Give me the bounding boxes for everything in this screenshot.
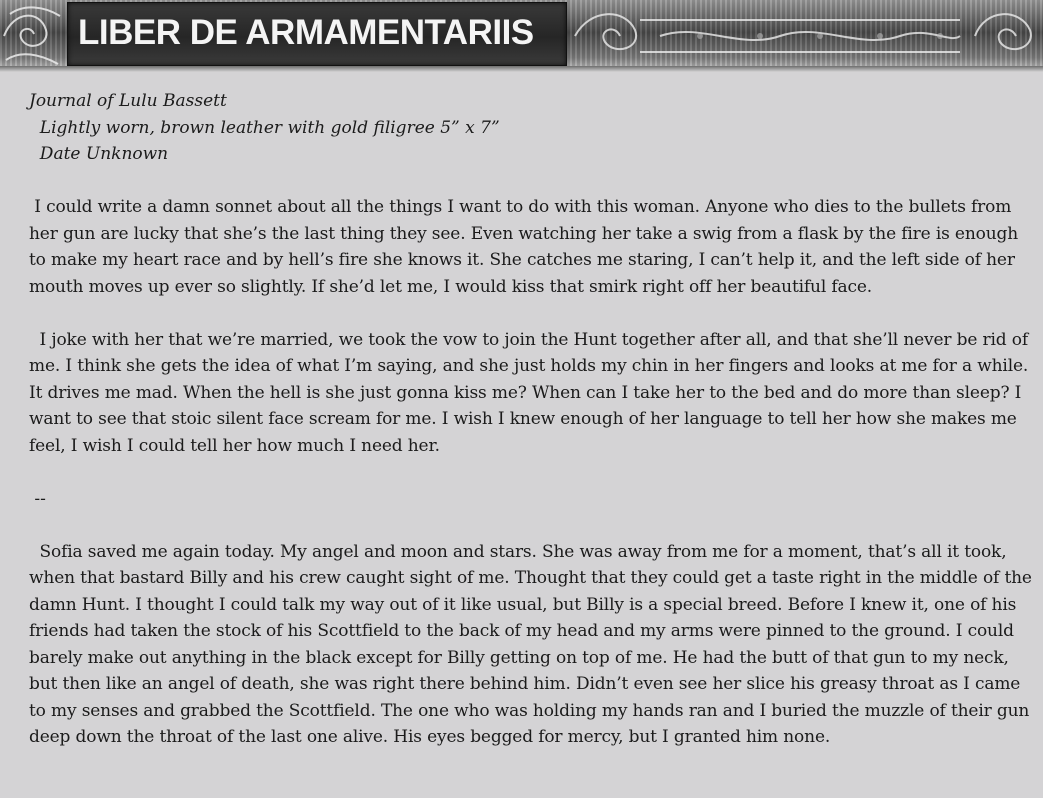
journal-paragraph: I joke with her that we’re married, we took the vow to join the Hunt together after all, and that she’ll never be rid of me. I think she gets the idea of what I’m saying, and she just holds my chin in her fingers and looks at me for a while. It drives me mad. When the hell is she just gonna kiss me? When can I take her to the bed and do more than sleep? I want to see that stoic silent face scream for me. I wish I knew enough of her language to tell her how she makes me feel, I wish I could tell her how much I need her.: [29, 329, 1034, 456]
spacer: [29, 168, 1034, 195]
spacer: [29, 300, 1034, 327]
journal-title: Journal of Lulu Bassett: [29, 91, 227, 111]
journal-entry: [29, 88, 1038, 751]
entry-separator: --: [29, 488, 46, 509]
page-title: LIBER DE ARMAMENTARIIS: [78, 13, 534, 52]
journal-paragraph: I could write a damn sonnet about all the things I want to do with this woman. Anyone who dies to the bullets from her gun are lucky that she’s the last thing they see. Even watching her take a swig from a flask by the fire is enough to make my heart race and by hell’s fire she knows it. She catches me staring, I can’t help it, and the left side of her mouth moves up ever so slightly. If she’d let me, I would kiss that smirk right off her beautiful face.: [29, 197, 1024, 297]
banner-divider: [0, 66, 1043, 72]
journal-description: Lightly worn, brown leather with gold filigree 5” x 7”: [29, 117, 500, 138]
spacer: [29, 512, 1034, 539]
header-banner: [0, 0, 1043, 72]
journal-date: Date Unknown: [29, 144, 169, 164]
spacer: [29, 459, 1034, 486]
journal-paragraph: Sofia saved me again today. My angel and moon and stars. She was away from me for a moment, that’s all it took, when that bastard Billy and his crew caught sight of me. Thought that they could get a taste right in the middle of the damn Hunt. I thought I could talk my way out of it like usual, but Billy is a special breed. Before I knew it, one of his friends had taken the stock of his Scottfield to the back of my head and my arms were pinned to the ground. I could barely make out anything in the black except for Billy getting on top of me. He had the butt of that gun to my neck, but then like an angel of death, she was right there behind him. Didn’t even see her slice his greasy throat as I came to my senses and grabbed the Scottfield. The one who was holding my hands ran and I buried the muzzle of their gun deep down the throat of the last one alive. His eyes begged for mercy, but I granted him none.: [29, 541, 1038, 747]
